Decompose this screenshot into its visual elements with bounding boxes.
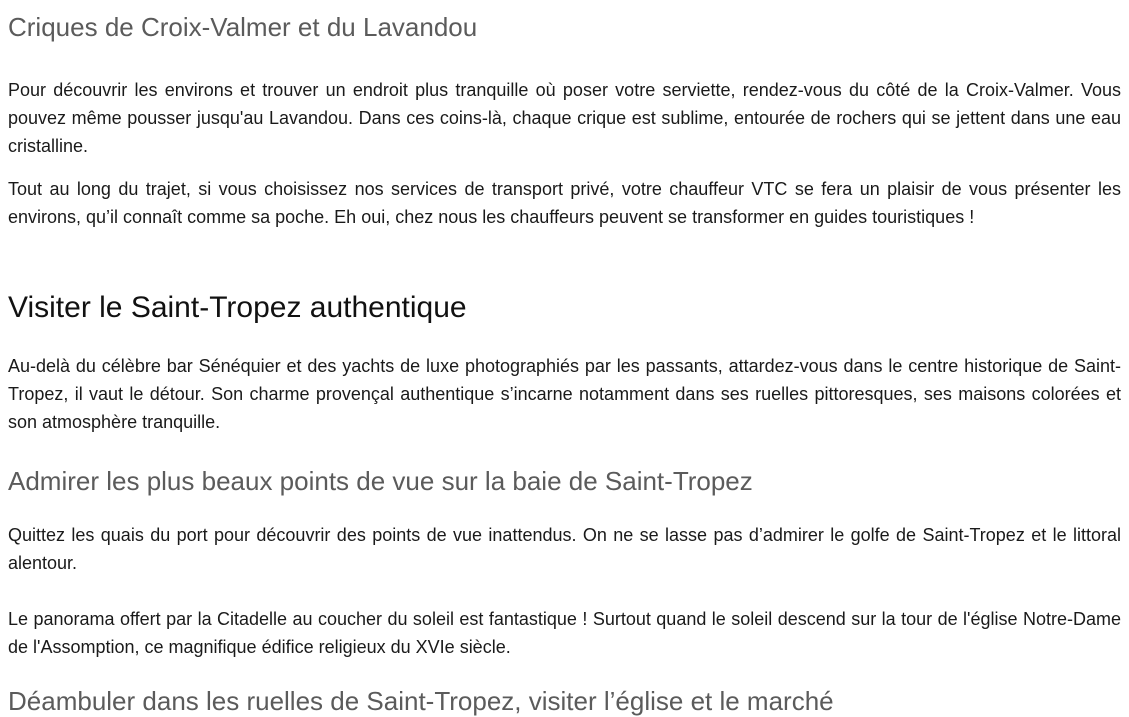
paragraph-admirer-2: Le panorama offert par la Citadelle au coucher du soleil est fantastique ! Surtout quand le soleil descend sur la tour de l'église Notre-Dame de l'Assomption, ce magnifique édifice religieux du XVIe siècle. <box>8 609 1121 657</box>
paragraph-criques-2: Tout au long du trajet, si vous choisissez nos services de transport privé, votre chauffeur VTC se fera un plaisir de vous présenter les environs, qu’il connaît comme sa poche. Eh oui, chez nous les chauffeurs peuvent se transformer en guides touristiques ! <box>8 179 1121 227</box>
section-heading-admirer: Admirer les plus beaux points de vue sur la baie de Saint-Tropez <box>8 466 753 496</box>
paragraph-criques-1: Pour découvrir les environs et trouver un endroit plus tranquille où poser votre serviette, rendez-vous du côté de la Croix-Valmer. Vous pouvez même pousser jusqu'au Lavandou. Dans ces coins-là, chaque crique est sublime, entourée de rochers qui se jettent dans une eau cristalline. <box>8 80 1121 156</box>
section-heading-visiter: Visiter le Saint-Tropez authentique <box>8 291 467 324</box>
paragraph-visiter-1: Au-delà du célèbre bar Sénéquier et des yachts de luxe photographiés par les passants, attardez-vous dans le centre historique de Saint-Tropez, il vaut le détour. Son charme provençal authentique s’incarne notamment dans ses ruelles pittoresques, ses maisons colorées et son atmosphère tranquille. <box>8 356 1121 432</box>
paragraph-admirer-1: Quittez les quais du port pour découvrir des points de vue inattendus. On ne se lasse pas d’admirer le golfe de Saint-Tropez et le littoral alentour. <box>8 525 1121 573</box>
section-heading-criques: Criques de Croix-Valmer et du Lavandou <box>8 12 478 42</box>
section-heading-deambuler: Déambuler dans les ruelles de Saint-Tropez, visiter l’église et le marché <box>8 686 834 716</box>
